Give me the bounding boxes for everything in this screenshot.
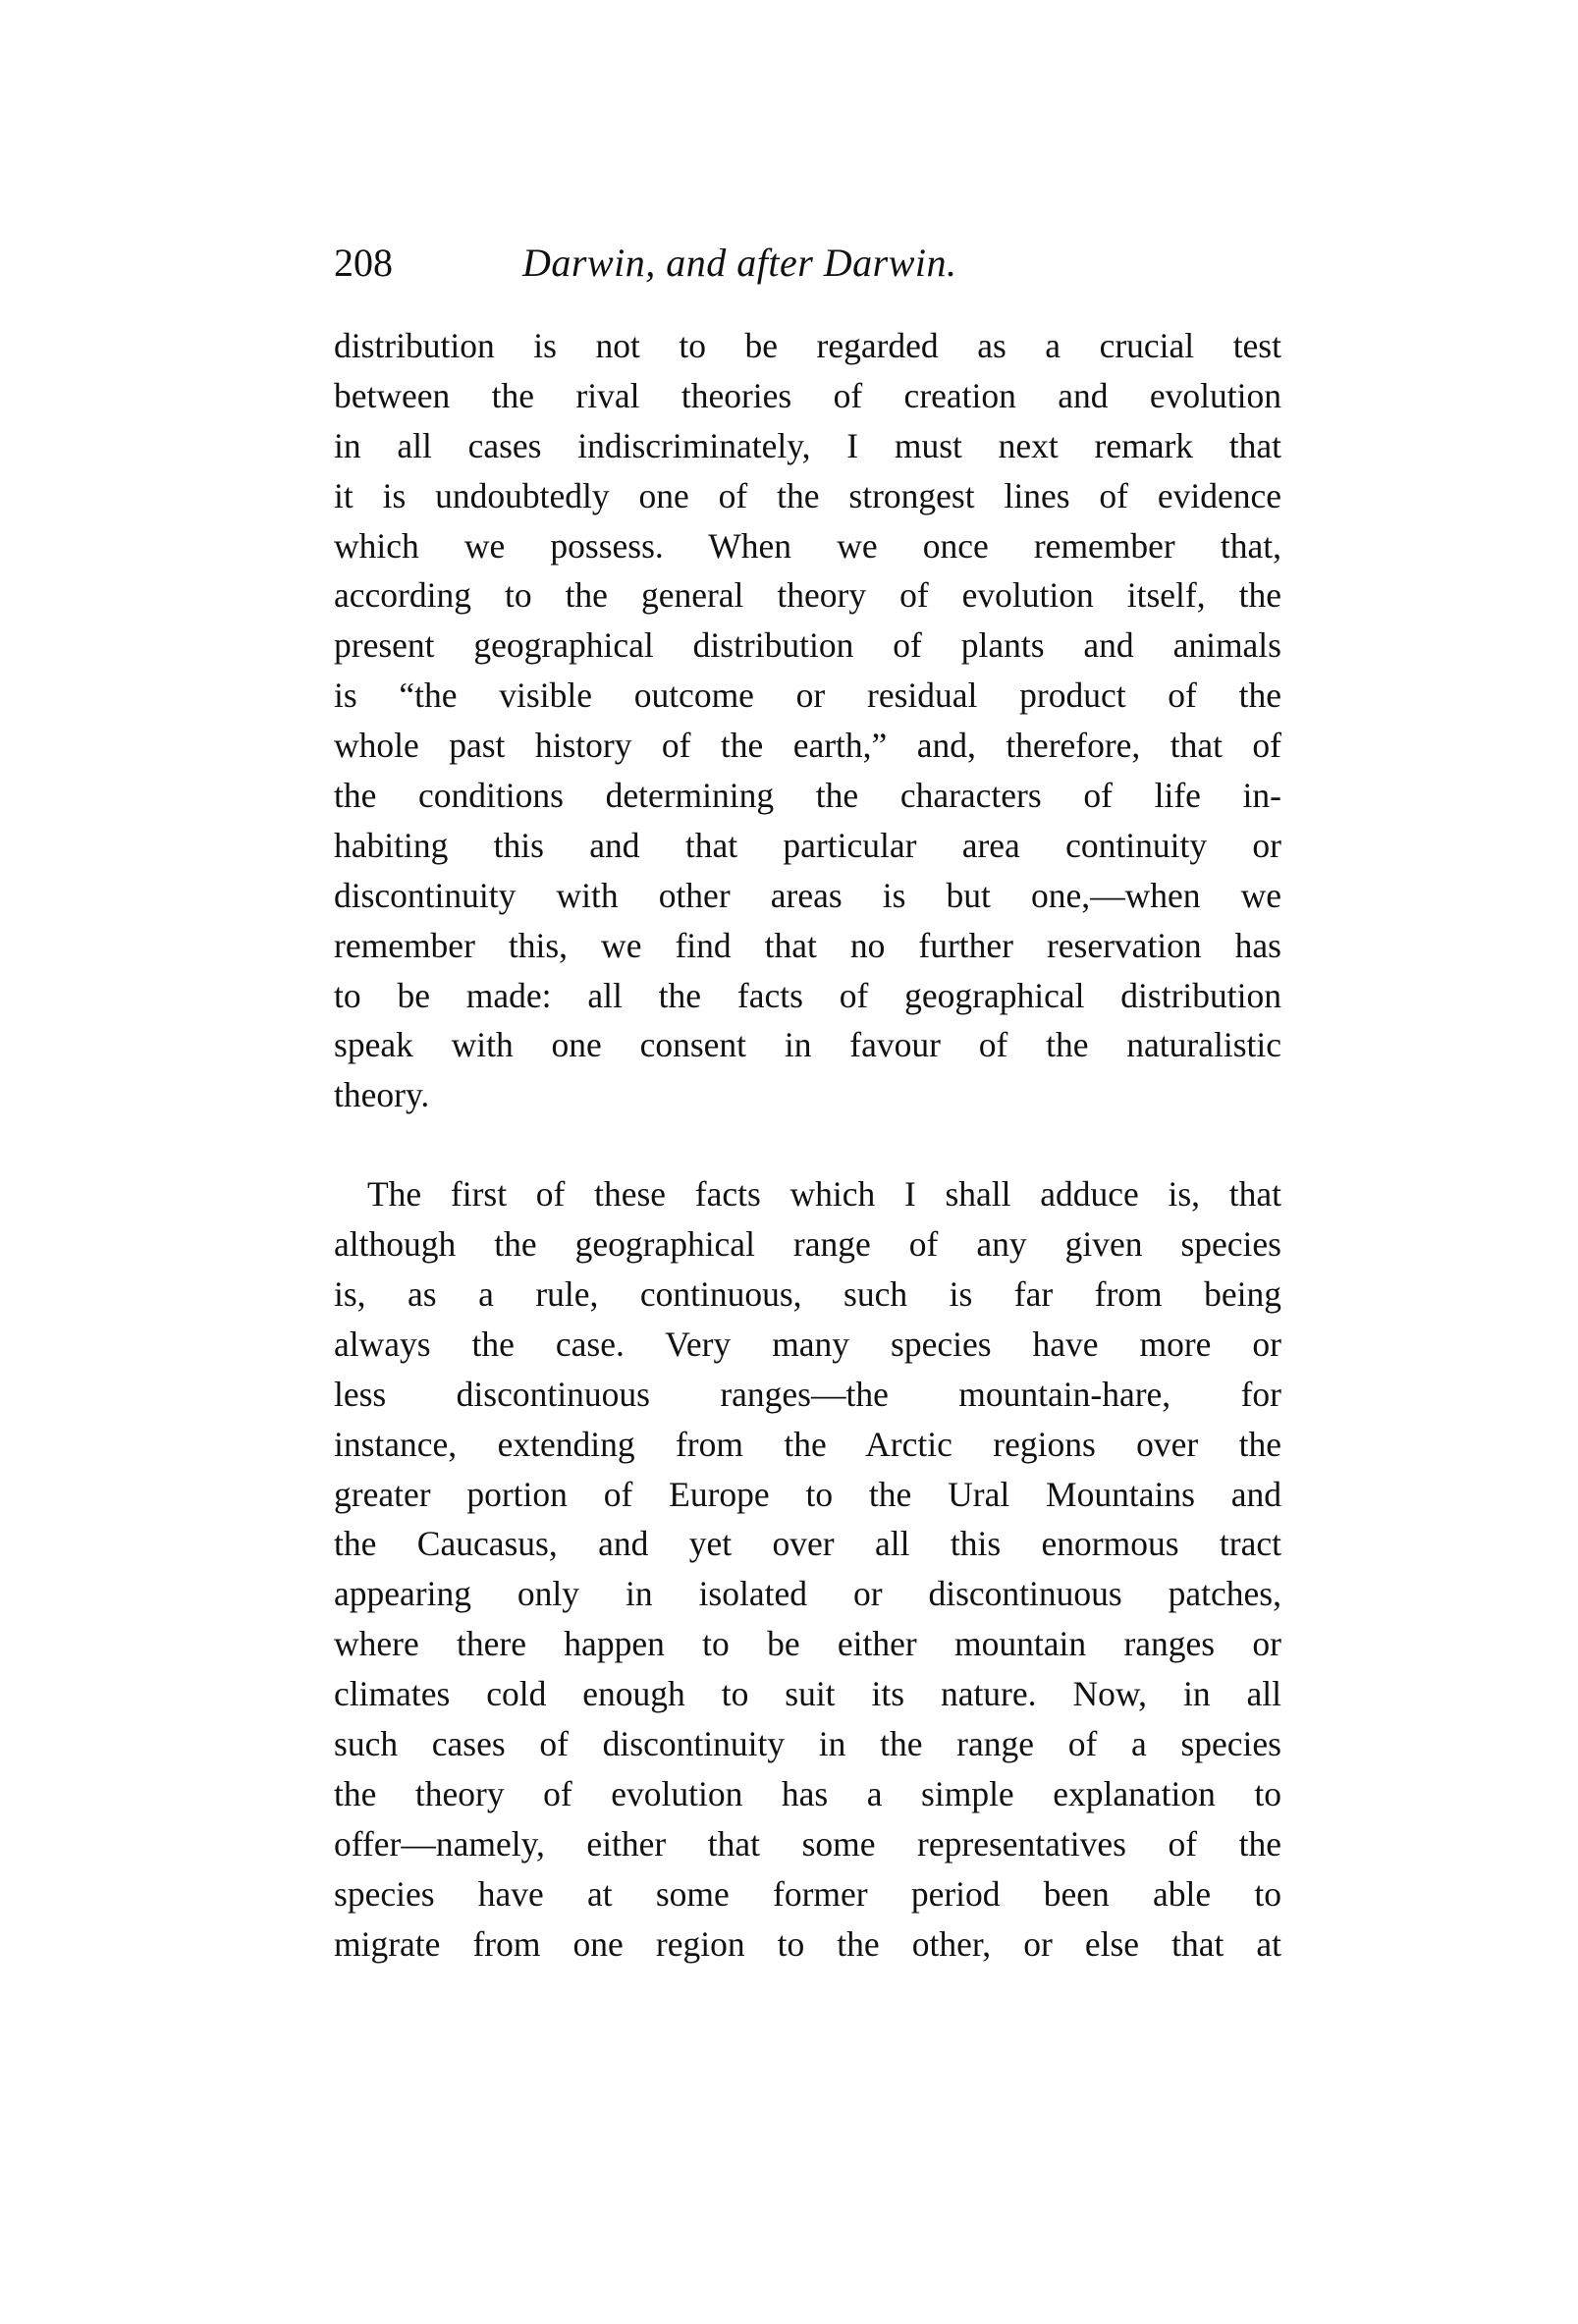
text-line: speak with one consent in favour of the naturalistic <box>334 1025 1281 1065</box>
body-text <box>334 321 1281 1970</box>
text-line: in all cases indiscriminately, I must next remark that <box>334 425 1281 465</box>
text-line: distribution is not to be regarded as a crucial test <box>334 326 1281 365</box>
text-line: such cases of discontinuity in the range of a species <box>334 1724 1281 1764</box>
text-line: appearing only in isolated or discontinuous patches, <box>334 1574 1281 1614</box>
text-line: is, as a rule, continuous, such is far from being <box>334 1274 1281 1315</box>
running-title: Darwin, and after Darwin. <box>522 241 957 285</box>
text-line: theory. <box>334 1075 430 1115</box>
paragraph-gap <box>334 1120 1281 1169</box>
text-line: the Caucasus, and yet over all this enormous tract <box>334 1524 1281 1564</box>
text-line: discontinuity with other areas is but one,—when we <box>334 875 1281 915</box>
text-line: it is undoubtedly one of the strongest lines of evidence <box>334 475 1281 515</box>
paragraph-1 <box>334 321 1281 1120</box>
text-line: between the rival theories of creation and evolution <box>334 375 1281 415</box>
page-header <box>334 234 1281 293</box>
text-line: offer—namely, either that some representatives of the <box>334 1823 1281 1864</box>
page-number: 208 <box>334 241 393 285</box>
text-line: the theory of evolution has a simple explanation to <box>334 1773 1281 1813</box>
text-line: remember this, we find that no further reservation has <box>334 925 1281 965</box>
text-line: the conditions determining the characters of life in- <box>334 776 1281 816</box>
text-line: species have at some former period been able to <box>334 1873 1281 1914</box>
text-line: whole past history of the earth,” and, therefore, that of <box>334 726 1281 766</box>
text-line: The first of these facts which I shall adduce is, that <box>367 1174 1281 1215</box>
text-line: is “the visible outcome or residual product of the <box>334 676 1281 716</box>
text-line: less discontinuous ranges—the mountain-hare, for <box>334 1374 1281 1414</box>
text-line: climates cold enough to suit its nature. Now, in all <box>334 1674 1281 1714</box>
text-line: which we possess. When we once remember that, <box>334 525 1281 566</box>
text-line: present geographical distribution of plants and animals <box>334 625 1281 666</box>
text-line: although the geographical range of any given species <box>334 1224 1281 1265</box>
text-line: to be made: all the facts of geographical distribution <box>334 975 1281 1015</box>
text-line: according to the general theory of evolution itself, the <box>334 575 1281 616</box>
text-line: migrate from one region to the other, or else that at <box>334 1923 1281 1964</box>
text-line: always the case. Very many species have more or <box>334 1324 1281 1364</box>
text-line: where there happen to be either mountain ranges or <box>334 1624 1281 1664</box>
text-line: habiting this and that particular area continuity or <box>334 825 1281 865</box>
text-line: greater portion of Europe to the Ural Mountains and <box>334 1474 1281 1514</box>
paragraph-2 <box>334 1169 1281 1969</box>
text-line: instance, extending from the Arctic regions over the <box>334 1424 1281 1464</box>
